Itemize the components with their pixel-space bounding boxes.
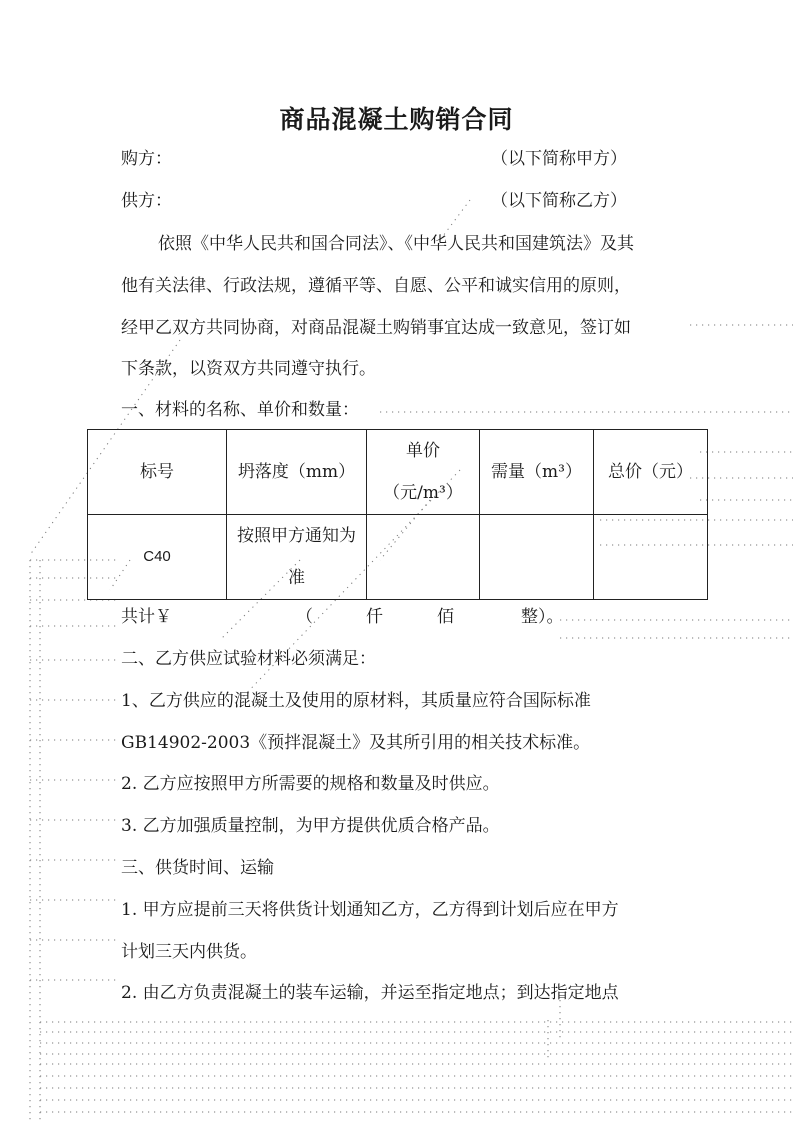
section2-heading: 二、乙方供应试验材料必须满足： (121, 649, 376, 669)
cell-slump (227, 515, 367, 600)
intro-line-4: 下条款，以资双方共同遵守执行。 (121, 359, 376, 379)
section3-item-2: 2. 由乙方负责混凝土的装车运输，并运至指定地点；到达指定地点 (121, 983, 619, 1003)
supplier-note: （以下简称乙方） (491, 191, 627, 211)
header-total-price: 总价（元） (594, 430, 708, 515)
section3-item-1-cont: 计划三天内供货。 (121, 942, 257, 962)
intro-line-3: 经甲乙双方共同协商，对商品混凝土购销事宜达成一致意见，签订如 (121, 318, 631, 338)
cell-total-price (594, 515, 708, 600)
total-unit-qian: 仟 (366, 607, 383, 627)
table-header-row (88, 430, 708, 515)
materials-table (87, 429, 708, 600)
cell-grade: C40 (88, 515, 227, 600)
section2-item-2: 2. 乙方应按照甲方所需要的规格和数量及时供应。 (121, 774, 500, 794)
cell-slump-text: 按照甲方通知为准 (237, 526, 356, 588)
cell-unit-price (367, 515, 480, 600)
section1-heading: 一、材料的名称、单价和数量： (121, 400, 359, 420)
section2-item-3: 3. 乙方加强质量控制，为甲方提供优质合格产品。 (121, 816, 500, 836)
header-quantity: 需量（m³） (480, 430, 594, 515)
document-title: 商品混凝土购销合同 (279, 105, 514, 134)
intro-line-2: 他有关法律、行政法规，遵循平等、自愿、公平和诚实信用的原则， (121, 276, 631, 296)
intro-line-1: 依照《中华人民共和国合同法》、《中华人民共和国建筑法》及其 (158, 234, 634, 254)
section3-heading: 三、供货时间、运输 (121, 858, 274, 878)
section2-item-1-cont: GB14902-2003《预拌混凝土》及其所引用的相关技术标准。 (121, 733, 591, 753)
header-slump: 坍落度（mm） (227, 430, 367, 515)
total-closing: 整）。 (521, 607, 564, 627)
section3-item-1: 1. 甲方应提前三天将供货计划通知乙方，乙方得到计划后应在甲方 (121, 900, 619, 920)
total-unit-bai: 佰 (437, 607, 454, 627)
total-open-paren: （ (296, 607, 313, 627)
header-unit-price (367, 430, 480, 515)
table-row (88, 515, 708, 600)
supplier-label: 供方： (121, 191, 172, 211)
total-label: 共计￥ (121, 607, 172, 627)
buyer-note: （以下简称甲方） (491, 149, 627, 169)
cell-quantity (480, 515, 594, 600)
header-unit-price-text: 单价（元/m³） (383, 441, 463, 503)
header-grade: 标号 (88, 430, 227, 515)
section2-item-1: 1、乙方供应的混凝土及使用的原材料，其质量应符合国际标准 (121, 691, 591, 711)
buyer-label: 购方： (121, 149, 172, 169)
